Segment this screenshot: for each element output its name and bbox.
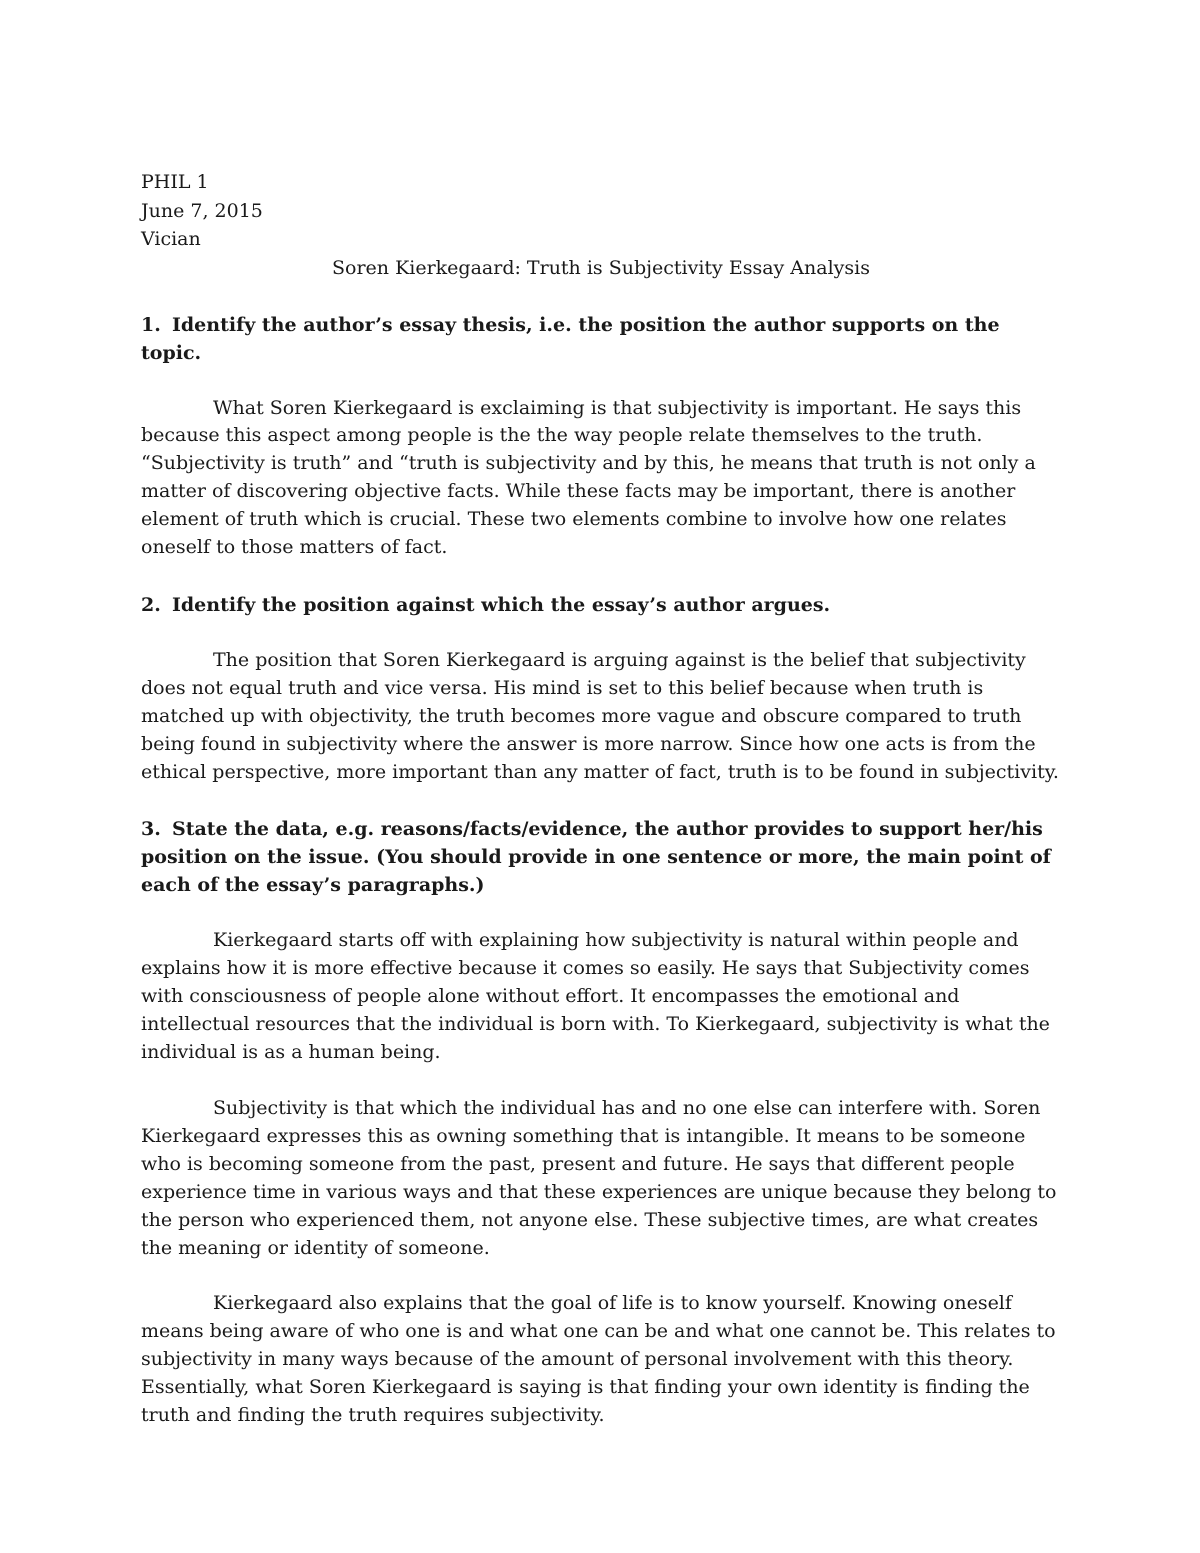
document-body <box>141 168 1061 1430</box>
instructor-name: Vician <box>141 228 201 250</box>
answer-paragraph: Kierkegaard also explains that the goal of life is to know yourself. Knowing oneself means being aware of who one is and what one can be and what one cannot be. This relates to subjectivity in many ways because of the amount of personal involvement with this theory. Essentially, what Soren Kierkegaard is saying is that finding your own identity is finding the truth and finding the truth requires subjectivity. <box>141 1292 1056 1427</box>
question-number: 3. <box>141 818 161 841</box>
answer-paragraph: Subjectivity is that which the individual has and no one else can interfere with. Soren Kierkegaard expresses this as owning something that is intangible. It means to be someone who is becoming someone from the past, present and future. He says that different people experience time in various ways and that these experiences are unique because they belong to the person who experienced them, not anyone else. These subjective times, are what creates the meaning or identity of someone. <box>141 1097 1057 1259</box>
question-number: 2. <box>141 593 161 616</box>
question-number: 1. <box>141 313 161 336</box>
answer-paragraph: What Soren Kierkegaard is exclaiming is that subjectivity is important. He says this because this aspect among people is the the way people relate themselves to the truth. “Subjectivity is truth” and “truth is subjectivity and by this, he means that truth is not only a matter of discovering objective facts. While these facts may be important, there is another element of truth which is crucial. These two elements combine to involve how one relates oneself to those matters of fact. <box>141 396 1036 559</box>
answer-paragraph: Kierkegaard starts off with explaining how subjectivity is natural within people and explains how it is more effective because it comes so easily. He says that Subjectivity comes with consciousness of people alone without effort. It encompasses the emotional and intellectual resources that the individual is born with. To Kierkegaard, subjectivity is what the individual is as a human being. <box>141 929 1050 1064</box>
question-text: Identify the position against which the essay’s author argues. <box>172 593 831 616</box>
answer-paragraph: The position that Soren Kierkegaard is arguing against is the belief that subjectivity does not equal truth and vice versa. His mind is set to this belief because when truth is matched up with objectivity, the truth becomes more vague and obscure compared to truth being found in subjectivity where the answer is more narrow. Since how one acts is from the ethical perspective, more important than any matter of fact, truth is to be found in subjectivity. <box>141 648 1059 783</box>
question-3 <box>141 815 1061 899</box>
question-1 <box>141 311 1061 367</box>
document-title: Soren Kierkegaard: Truth is Subjectivity Essay Analysis <box>332 256 870 279</box>
question-text: State the data, e.g. reasons/facts/evidence, the author provides to support her/his position on the issue. (You should provide in one sentence or more, the main point of each of the essay’s paragraphs.) <box>141 818 1051 897</box>
question-2 <box>141 591 1061 619</box>
course-name: PHIL 1 <box>141 171 209 193</box>
question-text: Identify the author’s essay thesis, i.e. the position the author supports on the topic. <box>141 313 1000 364</box>
submission-date: June 7, 2015 <box>141 199 263 222</box>
